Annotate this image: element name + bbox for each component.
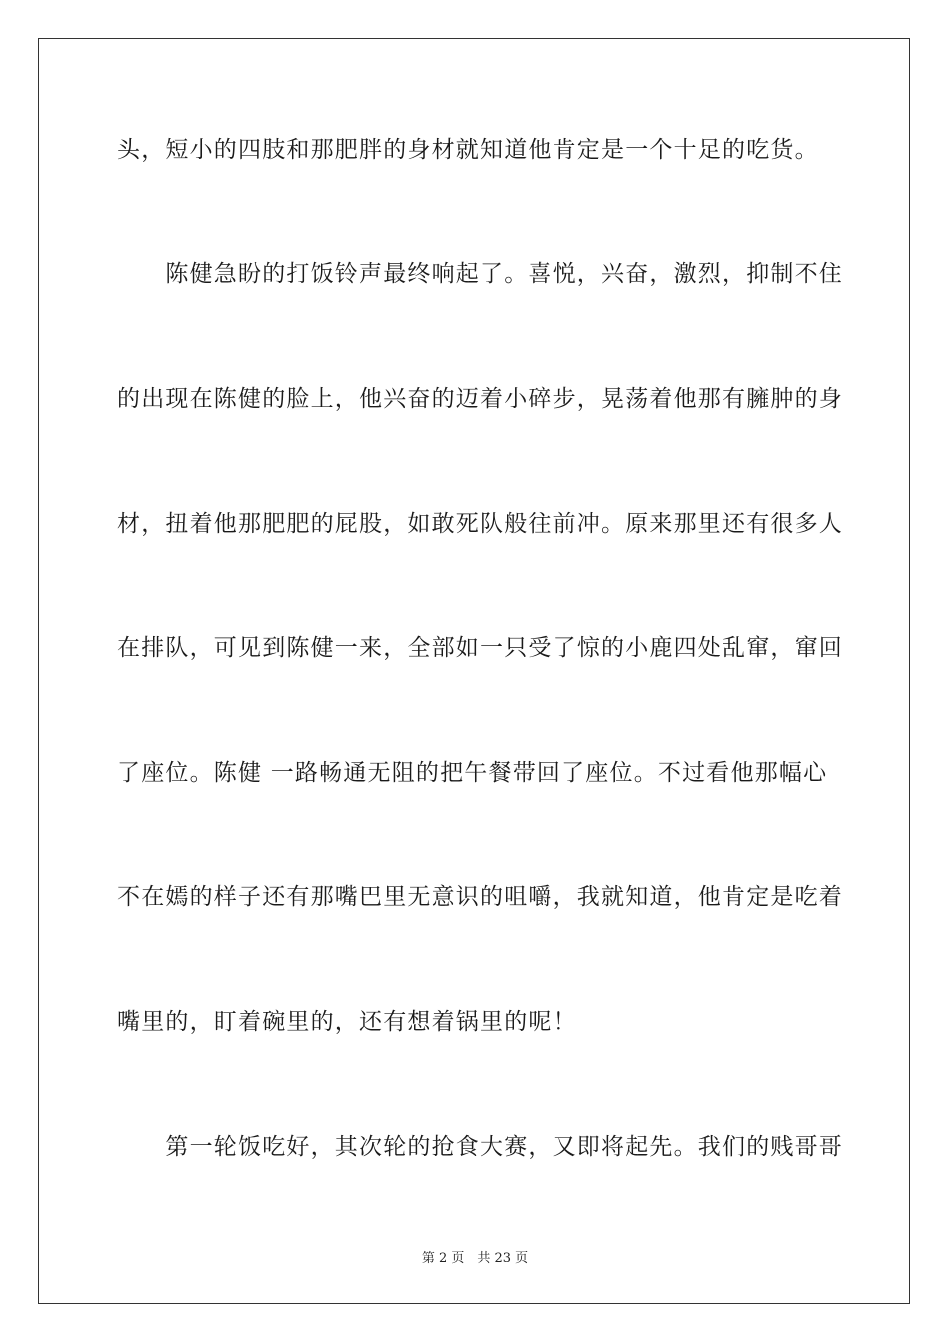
text-line-2: 陈健急盼的打饭铃声最终响起了。喜悦，兴奋，激烈，抑制不住	[117, 261, 843, 287]
text-line-4: 材，扭着他那肥肥的屁股，如敢死队般往前冲。原来那里还有很多人	[117, 511, 843, 537]
text-line-5: 在排队，可见到陈健一来，全部如一只受了惊的小鹿四处乱窜，窜回	[117, 635, 843, 661]
text-line-1: 头，短小的四肢和那肥胖的身材就知道他肯定是一个十足的吃货。	[117, 137, 819, 163]
text-line-3: 的出现在陈健的脸上，他兴奋的迈着小碎步，晃荡着他那有臃肿的身	[117, 386, 843, 412]
text-line-9: 第一轮饭吃好，其次轮的抢食大赛，又即将起先。我们的贱哥哥	[117, 1134, 843, 1160]
text-line-6: 了座位。陈健 一路畅通无阻的把午餐带回了座位。不过看他那幅心	[117, 760, 828, 786]
text-line-8: 嘴里的，盯着碗里的，还有想着锅里的呢！	[117, 1009, 577, 1035]
page-number-footer: 第 2 页 共 23 页	[421, 1251, 529, 1266]
page-border	[38, 38, 910, 1304]
text-line-7: 不在嫣的样子还有那嘴巴里无意识的咀嚼，我就知道，他肯定是吃着	[117, 884, 843, 910]
